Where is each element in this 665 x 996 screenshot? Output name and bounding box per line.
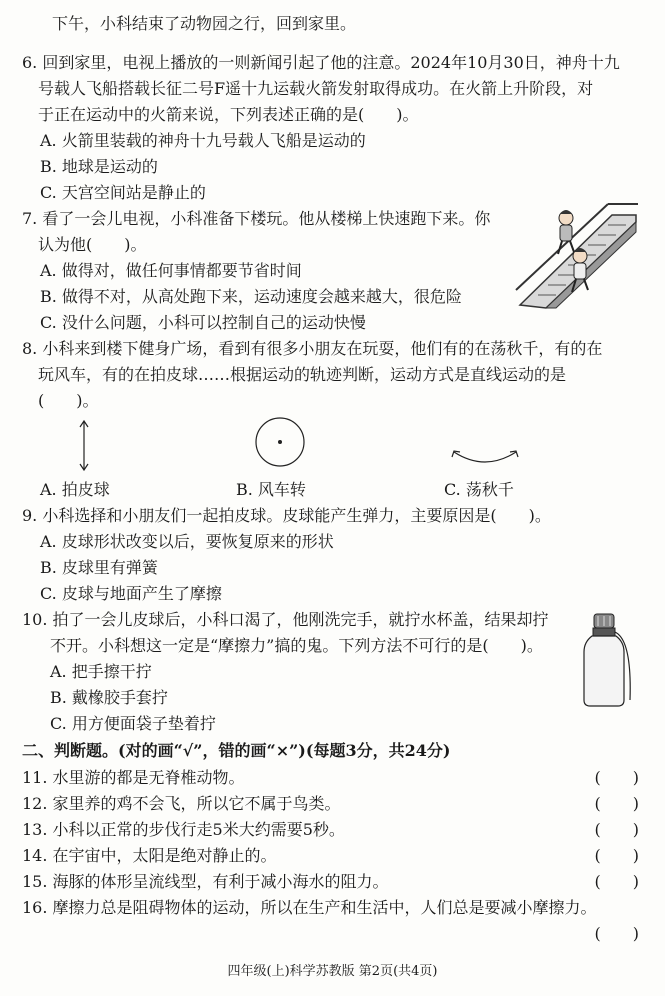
page-footer: 四年级(上)科学苏教版 第2页(共4页) — [227, 964, 438, 979]
q6-option-a: A. 火箭里装载的神舟十九号载人飞船是运动的 — [40, 131, 366, 150]
judgment-14: 14. 在宇宙中，太阳是绝对静止的。 — [22, 846, 277, 865]
q8-option-b: B. 风车转 — [236, 480, 306, 499]
q9-option-c: C. 皮球与地面产生了摩擦 — [40, 584, 222, 603]
judgment-11: 11. 水里游的都是无脊椎动物。 — [22, 768, 245, 787]
q8-option-a: A. 拍皮球 — [40, 480, 110, 499]
q7-option-b: B. 做得不对，从高处跑下来，运动速度会越来越大，很危险 — [40, 287, 462, 306]
q7-option-c: C. 没什么问题，小科可以控制自己的运动快慢 — [40, 313, 366, 332]
q9-line-1: 9. 小科选择和小朋友们一起拍皮球。皮球能产生弹力，主要原因是( )。 — [22, 506, 551, 525]
q8-line-1: 8. 小科来到楼下健身广场，看到有很多小朋友在玩耍，他们有的在荡秋千，有的在 — [22, 339, 603, 358]
circular-motion-icon — [252, 414, 308, 470]
judgment-11-answer-blank[interactable]: ( ) — [594, 768, 639, 787]
judgment-13: 13. 小科以正常的步伐行走5米大约需要5秒。 — [22, 820, 345, 839]
q6-line-2: 号载人飞船搭载长征二号F遥十九运载火箭发射取得成功。在火箭上升阶段，对 — [38, 79, 594, 98]
q6-line-3: 于正在运动中的火箭来说，下列表述正确的是( )。 — [38, 105, 419, 124]
q8-line-2: 玩风车，有的在拍皮球……根据运动的轨迹判断，运动方式是直线运动的是 — [38, 365, 567, 384]
q9-option-b: B. 皮球里有弹簧 — [40, 558, 158, 577]
q10-line-1: 10. 拍了一会儿皮球后，小科口渴了，他刚洗完手，就拧水杯盖，结果却拧 — [22, 610, 549, 629]
q6-option-b: B. 地球是运动的 — [40, 157, 158, 176]
q10-option-c: C. 用方便面袋子垫着拧 — [50, 714, 216, 733]
q7-line-1: 7. 看了一会儿电视，小科准备下楼玩。他从楼梯上快速跑下来。你 — [22, 209, 491, 228]
section-2-heading: 二、判断题。(对的画“√”，错的画“×”)(每题3分，共24分) — [22, 741, 451, 760]
judgment-16: 16. 摩擦力总是阻碍物体的运动，所以在生产和生活中，人们总是要减小摩擦力。 — [22, 898, 597, 917]
q8-line-3: ( )。 — [38, 391, 99, 410]
q10-option-b: B. 戴橡胶手套拧 — [50, 688, 168, 707]
q10-line-2: 不开。小科想这一定是“摩擦力”搞的鬼。下列方法不可行的是( )。 — [50, 636, 543, 655]
staircase-illustration — [512, 200, 640, 310]
judgment-14-answer-blank[interactable]: ( ) — [594, 846, 639, 865]
q6-option-c: C. 天宫空间站是静止的 — [40, 183, 206, 202]
intro-text: 下午，小科结束了动物园之行，回到家里。 — [52, 14, 357, 33]
q6-line-1: 6. 回到家里，电视上播放的一则新闻引起了他的注意。2024年10月30日，神舟十九 — [22, 53, 620, 72]
judgment-12: 12. 家里养的鸡不会飞，所以它不属于鸟类。 — [22, 794, 341, 813]
q10-option-a: A. 把手擦干拧 — [50, 662, 152, 681]
water-bottle-illustration — [580, 610, 636, 708]
straight-line-arrow-icon — [72, 418, 96, 473]
q7-option-a: A. 做得对，做任何事情都要节省时间 — [40, 261, 302, 280]
swing-arc-icon — [448, 440, 522, 468]
judgment-16-answer-blank[interactable]: ( ) — [594, 924, 639, 943]
q7-line-2: 认为他( )。 — [38, 235, 147, 254]
q8-option-c: C. 荡秋千 — [444, 480, 514, 499]
judgment-15: 15. 海豚的体形呈流线型，有利于减小海水的阻力。 — [22, 872, 389, 891]
judgment-12-answer-blank[interactable]: ( ) — [594, 794, 639, 813]
q9-option-a: A. 皮球形状改变以后，要恢复原来的形状 — [40, 532, 334, 551]
judgment-15-answer-blank[interactable]: ( ) — [594, 872, 639, 891]
judgment-13-answer-blank[interactable]: ( ) — [594, 820, 639, 839]
